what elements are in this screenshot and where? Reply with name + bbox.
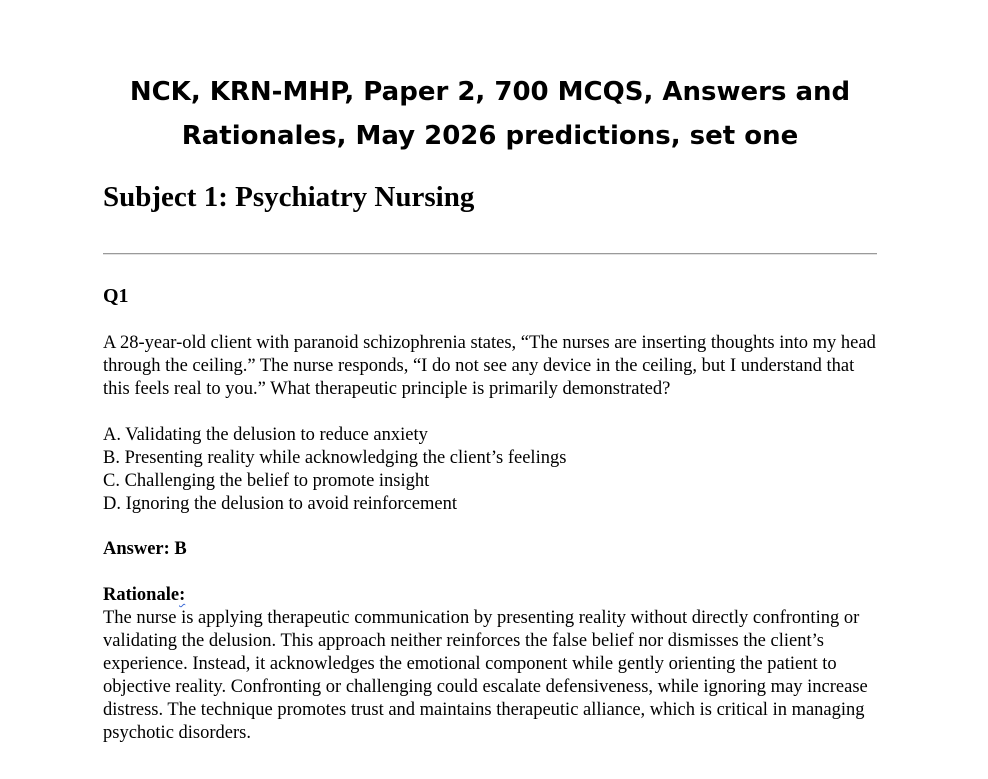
option-c: C. Challenging the belief to promote insight bbox=[103, 471, 430, 491]
horizontal-divider bbox=[103, 253, 877, 255]
option-b: B. Presenting reality while acknowledging the client’s feelings bbox=[103, 448, 567, 468]
question-number: Q1 bbox=[103, 285, 129, 307]
rationale-heading bbox=[103, 584, 185, 607]
option-d: D. Ignoring the delusion to avoid reinforcement bbox=[103, 494, 457, 514]
document-title: NCK, KRN-MHP, Paper 2, 700 MCQS, Answers and Rationales, May 2026 predictions, set one bbox=[129, 77, 851, 151]
rationale-label: Rationale bbox=[103, 585, 180, 605]
spellcheck-colon: : bbox=[179, 585, 186, 605]
question-stem: A 28-year-old client with paranoid schizophrenia states, “The nurses are inserting thoughts into my head through the ceiling.” The nurse responds, “I do not see any device in the ceiling, but I understand that this feels real to you.” What therapeutic principle is primarily demonstrated? bbox=[103, 333, 876, 399]
subject-heading: Subject 1: Psychiatry Nursing bbox=[103, 181, 475, 213]
option-a: A. Validating the delusion to reduce anxiety bbox=[103, 425, 428, 445]
answer-options bbox=[103, 424, 879, 516]
rationale-text: The nurse is applying therapeutic communication by presenting reality without directly confronting or validating the delusion. This approach neither reinforces the false belief nor dismisses the client’s experience. Instead, it acknowledges the emotional component while gently orienting the patient to objective reality. Confronting or challenging could escalate defensiveness, while ignoring may increase distress. The technique promotes trust and maintains therapeutic alliance, which is critical in managing psychotic disorders. bbox=[103, 608, 868, 743]
answer-line: Answer: B bbox=[103, 539, 187, 559]
